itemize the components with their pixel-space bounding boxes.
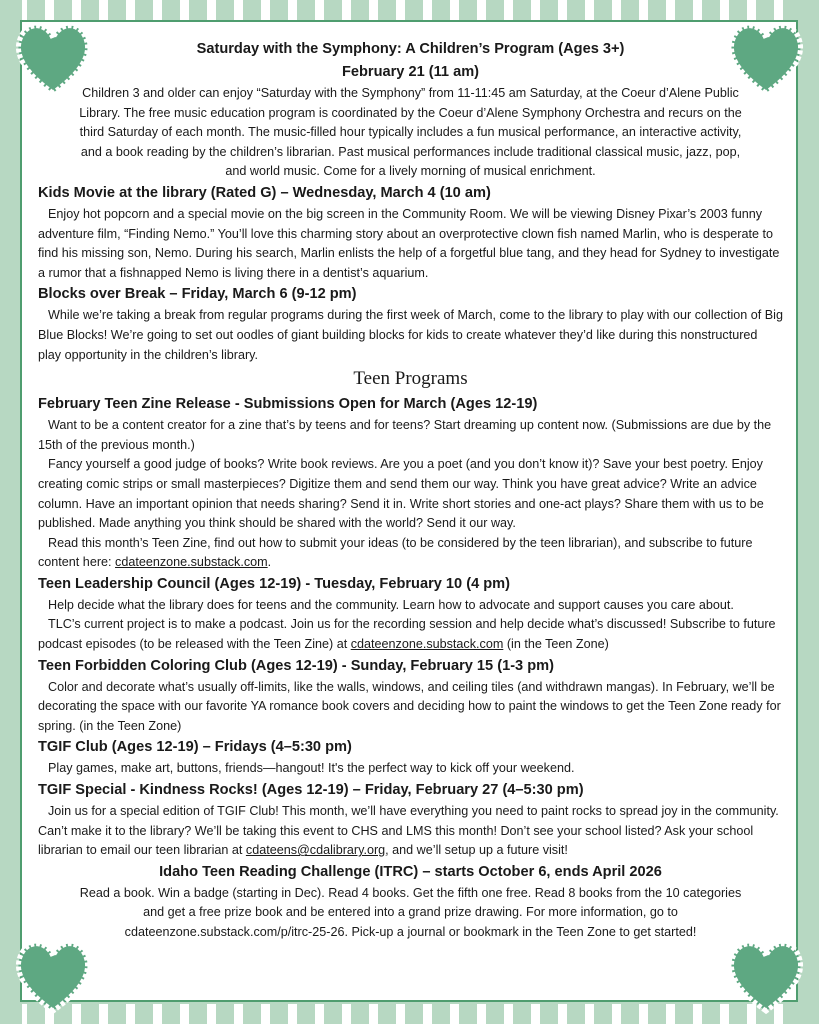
zine-body: Want to be a content creator for a zine that’s by teens and for teens? Start dreaming up content now. (Submissions are due by the 15th of the previous month.): [38, 418, 772, 452]
kindness-body: [38, 802, 783, 861]
council-body: [38, 615, 783, 654]
tgif-title: TGIF Club (Ages 12-19) – Fridays (4–5:30 pm): [38, 739, 352, 756]
email-link[interactable]: cdateens@cdalibrary.org: [245, 843, 386, 858]
council-title: Teen Leadership Council (Ages 12-19) - Tuesday, February 10 (4 pm): [38, 575, 510, 592]
zine-title: February Teen Zine Release - Submissions Open for March (Ages 12-19): [38, 396, 538, 413]
section-title: Kids Movie at the library (Rated G) – Wednesday, March 4 (10 am): [38, 184, 491, 201]
kindness-text: Join us for a special edition of TGIF Club! This month, we’ll have everything you need to paint rocks to spread joy in the community. Can’t make it to the library? We’ll be taking this event to CHS and LMS this month! Don’t see your school listed? Ask your school librarian to email our teen librarian at: [38, 804, 779, 858]
section-date: February 21 (11 am): [341, 64, 480, 80]
left-border: [0, 0, 22, 1024]
coloring-title: Teen Forbidden Coloring Club (Ages 12-19) - Sunday, February 15 (1-3 pm): [38, 657, 554, 674]
zine-text-end: .: [267, 555, 272, 570]
zine-text: Read this month’s Teen Zine, find out how to submit your ideas (to be considered by the teen librarian), and subscribe to future content here:: [38, 535, 753, 570]
flyer-content: [38, 38, 783, 943]
right-border: [797, 0, 819, 1024]
kindness-text-end: , and we’ll setup up a future visit!: [385, 843, 568, 858]
top-stripe-border: [0, 0, 819, 20]
itrc-body: Read a book. Win a badge (starting in Dec). Read 4 books. Get the fifth one free. Read 8 books from the 10 categories and get a free prize book and be entered into a grand prize drawing. For more information, go to cdateenzone.substack.com/p/itrc-25-26. Pick-up a journal or bookmark in the Teen Zone to get started!: [79, 885, 742, 939]
section-title: Saturday with the Symphony: A Children’s Program (Ages 3+): [196, 41, 625, 57]
tgif-body: Play games, make art, buttons, friends—hangout! It's the perfect way to kick off your weekend.: [48, 761, 575, 776]
council-link[interactable]: cdateenzone.substack.com: [350, 637, 504, 652]
section-title: Blocks over Break – Friday, March 6 (9-12 pm): [38, 286, 357, 303]
council-text-end: (in the Teen Zone): [503, 637, 609, 652]
section-body: Enjoy hot popcorn and a special movie on the big screen in the Community Room. We will be viewing Disney Pixar’s 2003 funny adventure film, “Finding Nemo.” You’ll love this charming story about an overprotective clown fish named Marlin, who is desperate to find his missing son, Nemo. During his search, Marlin enlists the help of a forgetful blue tang, and they head for Sydney to investigate a rumor that a fishnapped Nemo is living there in a dentist’s aquarium.: [38, 206, 780, 280]
zine-body: [38, 534, 783, 573]
itrc-title: Idaho Teen Reading Challenge (ITRC) – starts October 6, ends April 2026: [159, 863, 662, 880]
council-body: Help decide what the library does for teens and the community. Learn how to advocate and support causes you care about.: [48, 597, 734, 612]
section-body: Children 3 and older can enjoy “Saturday with the Symphony” from 11-11:45 am Saturday, at the Coeur d’Alene Public Library. The free music education program is coordinated by the Coeur d’Alene Symphony Orchestra and recurs on the third Saturday of each month. The music-filled hour typically includes a fun musical performance, an interactive activity, and a book reading by the children’s librarian. Past musical performances include traditional classical music, jazz, pop, and world music. Come for a lively morning of musical enrichment.: [79, 86, 742, 179]
council-text: TLC’s current project is to make a podcast. Join us for the recording session and help decide what’s discussed! Subscribe to future podcast episodes (to be released with the Teen Zine) at: [38, 617, 776, 652]
teen-programs-heading: Teen Programs: [353, 368, 468, 390]
kindness-title: TGIF Special - Kindness Rocks! (Ages 12-19) – Friday, February 27 (4–5:30 pm): [38, 782, 584, 799]
zine-body: Fancy yourself a good judge of books? Write book reviews. Are you a poet (and you don’t know it)? Save your best poetry. Enjoy creating comic strips or small masterpieces? Digitize them and send them our way. Think you have great advice? Write an advice column. Have an important opinion that needs sharing? Send it in. Write short stories and one-act plays? Share them with us to be published. Made anything you think should be shared with the world? Send it our way.: [38, 457, 764, 531]
bottom-stripe-border: [0, 1004, 819, 1024]
zine-link[interactable]: cdateenzone.substack.com: [115, 555, 268, 570]
section-body: While we’re taking a break from regular programs during the first week of March, come to the library to play with our collection of Big Blue Blocks! We’re going to set out oodles of giant building blocks for kids to create whatever they’d like during this nonstructured play opportunity in the children’s library.: [38, 308, 783, 362]
coloring-body: Color and decorate what’s usually off-limits, like the walls, windows, and ceiling tiles (and withdrawn mangas). In February, we’ll be decorating the space with our favorite YA romance book covers and deciding how to paint the windows to get the Teen Zone ready for spring. (in the Teen Zone): [38, 679, 781, 733]
